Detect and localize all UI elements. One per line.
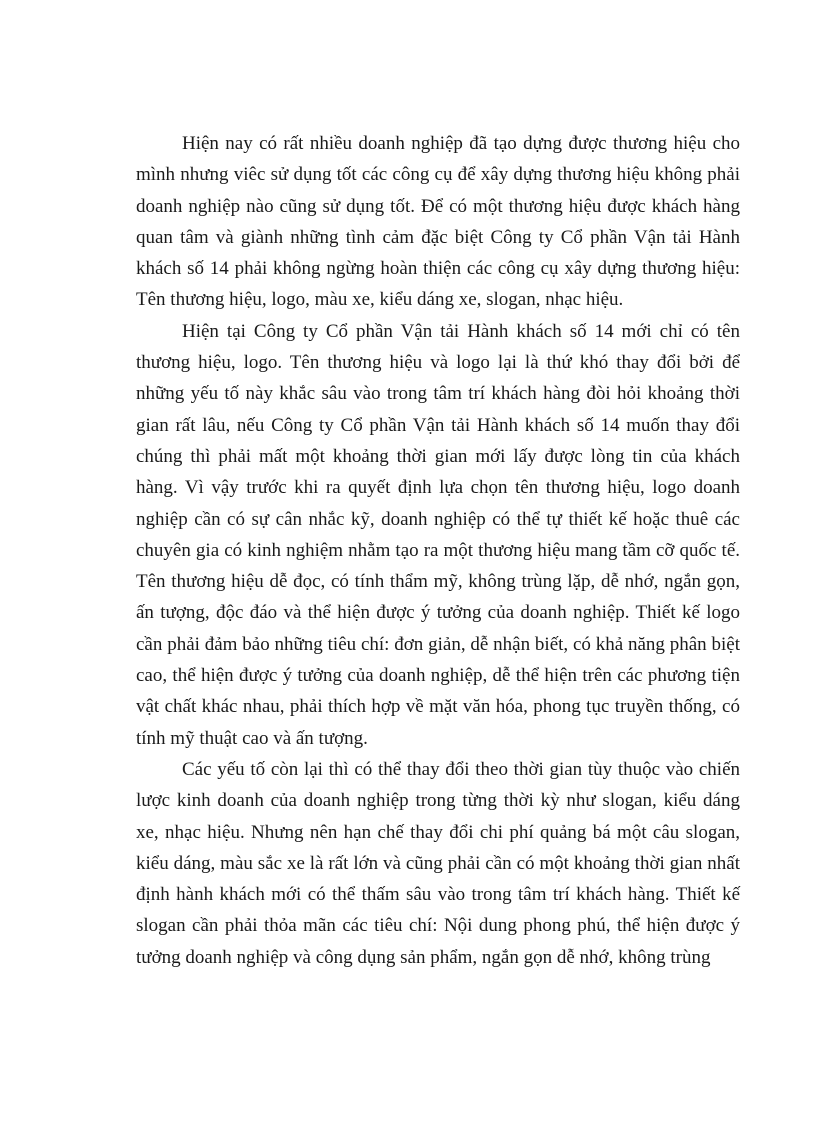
paragraph-2: Hiện tại Công ty Cổ phần Vận tải Hành khách số 14 mới chỉ có tên thương hiệu, logo. Tên thương hiệu và logo lại là thứ khó thay đổi bởi để những yếu tố này khắc sâu vào trong tâm trí khách hàng đòi hỏi khoảng thời gian rất lâu, nếu Công ty Cổ phần Vận tải Hành khách số 14 muốn thay đổi chúng thì phải mất một khoảng thời gian mới lấy được lòng tin của khách hàng. Vì vậy trước khi ra quyết định lựa chọn tên thương hiệu, logo doanh nghiệp cần có sự cân nhắc kỹ, doanh nghiệp có thể tự thiết kế hoặc thuê các chuyên gia có kinh nghiệm nhằm tạo ra một thương hiệu mang tầm cỡ quốc tế. Tên thương hiệu dễ đọc, có tính thẩm mỹ, không trùng lặp, dễ nhớ, ngắn gọn, ấn tượng, độc đáo và thể hiện được ý tưởng của doanh nghiệp. Thiết kế logo cần phải đảm bảo những tiêu chí: đơn giản, dễ nhận biết, có khả năng phân biệt cao, thể hiện được ý tưởng của doanh nghiệp, dễ thể hiện trên các phương tiện vật chất khác nhau, phải thích hợp về mặt văn hóa, phong tục truyền thống, có tính mỹ thuật cao và ấn tượng. xyxy=(136,320,740,749)
paragraph-1: Hiện nay có rất nhiều doanh nghiệp đã tạo dựng được thương hiệu cho mình nhưng viêc sử dụng tốt các công cụ để xây dựng thương hiệu không phải doanh nghiệp nào cũng sử dụng tốt. Để có một thương hiệu được khách hàng quan tâm và giành những tình cảm đặc biệt Công ty Cổ phần Vận tải Hành khách số 14 phải không ngừng hoàn thiện các công cụ xây dựng thương hiệu: Tên thương hiệu, logo, màu xe, kiểu dáng xe, slogan, nhạc hiệu. xyxy=(136,133,740,311)
paragraph-3: Các yếu tố còn lại thì có thể thay đổi theo thời gian tùy thuộc vào chiến lược kinh doanh của doanh nghiệp trong từng thời kỳ như slogan, kiểu dáng xe, nhạc hiệu. Nhưng nên hạn chế thay đổi chi phí quảng bá một câu slogan, kiểu dáng, màu sắc xe là rất lớn và cũng phải cần có một khoảng thời gian nhất định hành khách mới có thể thấm sâu vào trong tâm trí khách hàng. Thiết kế slogan cần phải thỏa mãn các tiêu chí: Nội dung phong phú, thể hiện được ý tưởng doanh nghiệp và công dụng sản phẩm, ngắn gọn dễ nhớ, không trùng xyxy=(136,758,740,968)
body-text xyxy=(136,128,740,973)
